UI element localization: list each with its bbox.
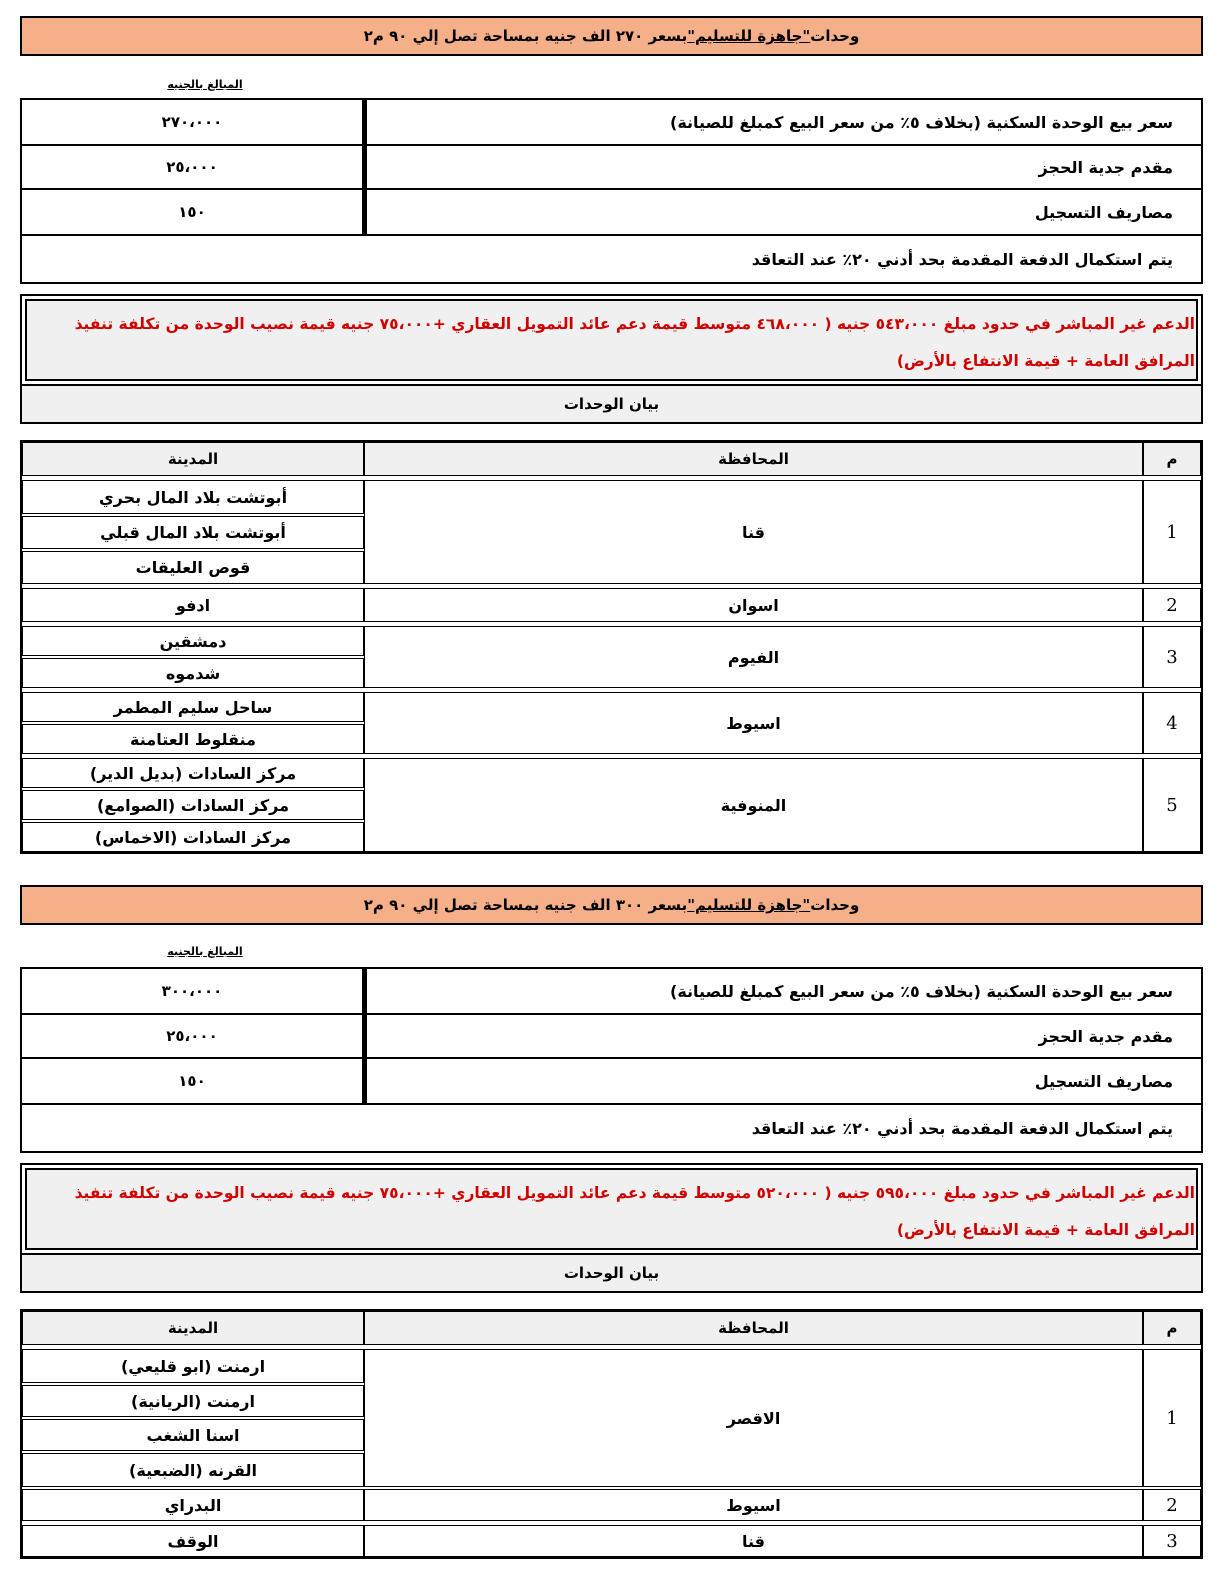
title-suffix: بسعر ٢٧٠ الف جنيه بمساحة تصل إلي ٩٠ م٢	[363, 27, 688, 45]
price-row-reservation	[20, 1013, 1203, 1059]
units-table	[20, 1309, 1203, 1559]
offer-title	[20, 885, 1203, 925]
indirect-support-text: الدعم غير المباشر في حدود مبلغ ٥٩٥،٠٠٠ جنيه ( ٥٢٠،٠٠٠ متوسط قيمة دعم عائد التمويل العقاري +٧٥،٠٠٠ جنيه قيمة نصيب الوحدة من تكلفة تنفيذ المرافق العامة + قيمة الانتفاع بالأرض)	[74, 1184, 1195, 1239]
row-number: 4	[1143, 692, 1201, 754]
header-city: المدينة	[22, 442, 364, 476]
price-row-value: ٢٥،٠٠٠	[22, 1015, 367, 1057]
units-table	[20, 440, 1203, 854]
price-row-value: ١٥٠	[22, 190, 367, 234]
title-highlight: "جاهزة للتسليم"	[687, 27, 811, 45]
city-cell: ادفو	[22, 588, 364, 622]
city-cell: اسنا الشغب	[22, 1419, 364, 1451]
price-row-value: ٣٠٠،٠٠٠	[22, 969, 367, 1013]
title-suffix: بسعر ٣٠٠ الف جنيه بمساحة تصل إلي ٩٠ م٢	[363, 896, 688, 914]
price-row-sale-price	[20, 98, 1203, 146]
governorate-cell: الاقصر	[364, 1349, 1143, 1487]
city-cell: مركز السادات (الصوامع)	[22, 790, 364, 820]
governorate-cell: الفيوم	[364, 626, 1143, 688]
header-governorate: المحافظة	[364, 442, 1143, 476]
row-number: 1	[1143, 480, 1201, 584]
city-cell: دمشقين	[22, 626, 364, 656]
row-number: 1	[1143, 1349, 1201, 1487]
city-cell: القرنه (الضبعية)	[22, 1453, 364, 1487]
indirect-support-box	[20, 294, 1203, 386]
governorate-cell: اسوان	[364, 588, 1143, 622]
governorate-cell: اسيوط	[364, 1489, 1143, 1521]
city-cell: ارمنت (ابو قليعي)	[22, 1349, 364, 1383]
currency-note: المبالغ بالجنيه	[167, 78, 243, 91]
city-cell: مركز السادات (بديل الدير)	[22, 758, 364, 788]
offer-title	[20, 16, 1203, 56]
price-row-label: سعر بيع الوحدة السكنية (بخلاف ٥٪ من سعر البيع كمبلغ للصيانة)	[670, 981, 1173, 1001]
currency-note: المبالغ بالجنيه	[167, 945, 243, 958]
price-row-label: مصاريف التسجيل	[1034, 202, 1173, 222]
down-payment-note	[20, 1103, 1203, 1153]
row-number: 2	[1143, 588, 1201, 622]
row-number: 5	[1143, 758, 1201, 852]
price-row-label: مصاريف التسجيل	[1034, 1071, 1173, 1091]
row-number: 3	[1143, 1525, 1201, 1557]
governorate-cell: قنا	[364, 1525, 1143, 1557]
title-prefix: وحدات	[810, 896, 860, 914]
city-cell: الوقف	[22, 1525, 364, 1557]
price-row-value: ٢٧٠،٠٠٠	[22, 100, 367, 144]
price-row-registration	[20, 1057, 1203, 1105]
price-row-sale-price	[20, 967, 1203, 1015]
city-cell: ساحل سليم المطمر	[22, 692, 364, 722]
price-row-value: ٢٥،٠٠٠	[22, 146, 367, 188]
header-num: م	[1143, 1311, 1201, 1345]
price-row-value: ١٥٠	[22, 1059, 367, 1103]
header-governorate: المحافظة	[364, 1311, 1143, 1345]
indirect-support-text: الدعم غير المباشر في حدود مبلغ ٥٤٣،٠٠٠ جنيه ( ٤٦٨،٠٠٠ متوسط قيمة دعم عائد التمويل العقاري +٧٥،٠٠٠ جنيه قيمة نصيب الوحدة من تكلفة تنفيذ المرافق العامة + قيمة الانتفاع بالأرض)	[74, 315, 1195, 370]
city-cell: البدراي	[22, 1489, 364, 1521]
governorate-cell: اسيوط	[364, 692, 1143, 754]
row-number: 3	[1143, 626, 1201, 688]
price-row-registration	[20, 188, 1203, 236]
price-row-label: مقدم جدية الحجز	[1038, 1026, 1173, 1046]
city-cell: أبوتشت بلاد المال بحري	[22, 480, 364, 514]
city-cell: أبوتشت بلاد المال قبلي	[22, 516, 364, 549]
header-num: م	[1143, 442, 1201, 476]
units-heading: بيان الوحدات	[20, 1253, 1203, 1293]
header-city: المدينة	[22, 1311, 364, 1345]
units-heading: بيان الوحدات	[20, 384, 1203, 424]
down-payment-text: يتم استكمال الدفعة المقدمة بحد أدني ٢٠٪ عند التعاقد	[751, 1118, 1173, 1138]
down-payment-text: يتم استكمال الدفعة المقدمة بحد أدني ٢٠٪ عند التعاقد	[751, 249, 1173, 269]
row-number: 2	[1143, 1489, 1201, 1521]
city-cell: ارمنت (الريانية)	[22, 1385, 364, 1417]
price-row-reservation	[20, 144, 1203, 190]
price-row-label: مقدم جدية الحجز	[1038, 157, 1173, 177]
title-highlight: "جاهزة للتسليم"	[687, 896, 811, 914]
title-prefix: وحدات	[810, 27, 860, 45]
city-cell: قوص العليقات	[22, 551, 364, 584]
governorate-cell: قنا	[364, 480, 1143, 584]
city-cell: شدموه	[22, 658, 364, 688]
city-cell: مركز السادات (الاخماس)	[22, 822, 364, 852]
governorate-cell: المنوفية	[364, 758, 1143, 852]
city-cell: منقلوط العتامنة	[22, 724, 364, 754]
price-row-label: سعر بيع الوحدة السكنية (بخلاف ٥٪ من سعر البيع كمبلغ للصيانة)	[670, 112, 1173, 132]
down-payment-note	[20, 234, 1203, 284]
indirect-support-box	[20, 1163, 1203, 1255]
